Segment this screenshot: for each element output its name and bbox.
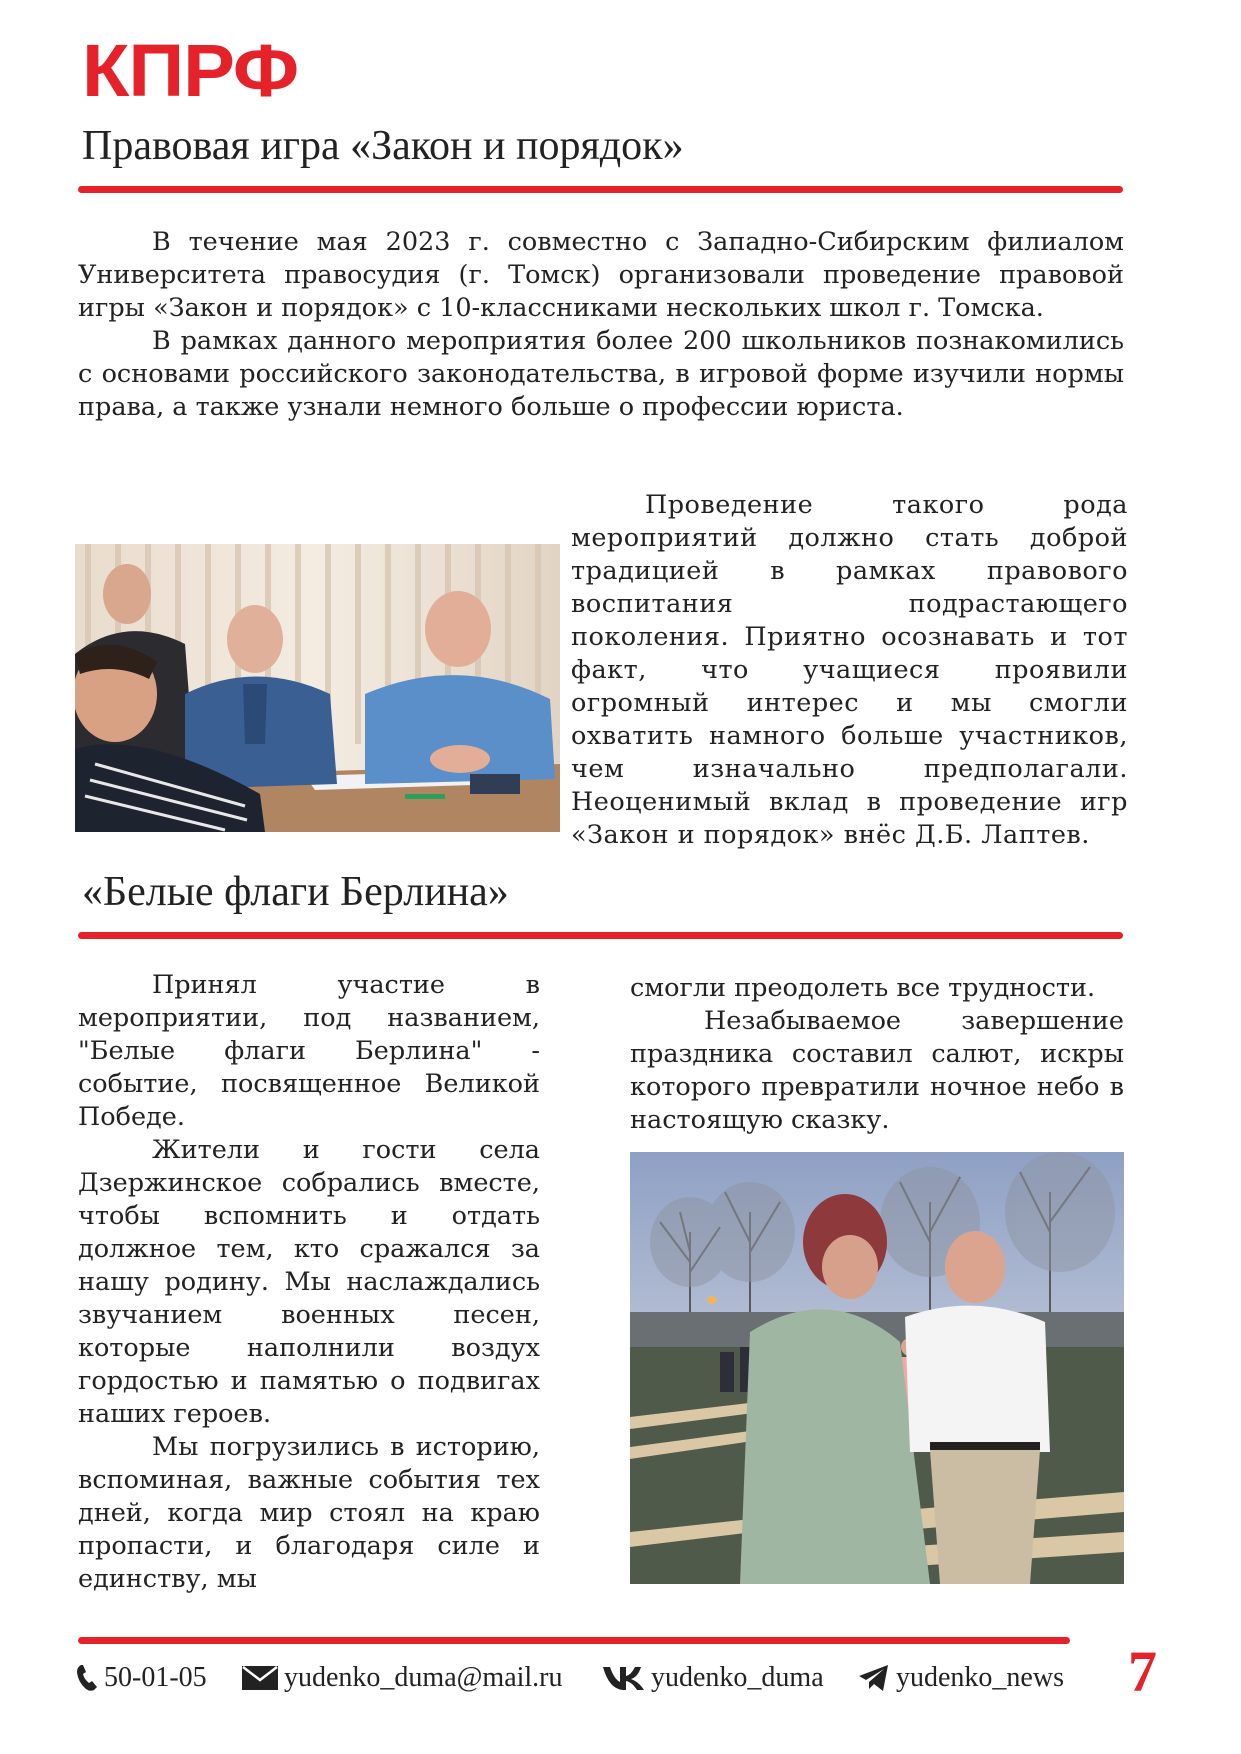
email-address: yudenko_duma@mail.ru	[284, 1662, 563, 1693]
footer-vk[interactable]	[603, 1660, 824, 1696]
logo-kprf: КПРФ	[82, 29, 299, 112]
telegram-handle: yudenko_news	[896, 1662, 1064, 1693]
telegram-icon	[858, 1664, 890, 1692]
paragraph: В рамках данного мероприятия более 200 школьников познакомились с основами российского законодательства, в игровой форме изучили нормы права, а также узнали немного больше о профессии юриста.	[78, 326, 1124, 422]
title-underline	[78, 932, 1123, 939]
footer-email[interactable]	[242, 1660, 563, 1696]
meeting-photo	[75, 544, 560, 832]
paragraph: Принял участие в мероприятии, под названием, "Белые флаги Берлина" - событие, посвященное Великой Победе.	[78, 970, 540, 1132]
event-photo	[630, 1152, 1124, 1584]
paragraph: В течение мая 2023 г. совместно с Западно-Сибирским филиалом Университета правосудия (г. Томск) организовали проведение правовой игры «Закон и порядок» с 10-классниками нескольких школ г. Томска.	[78, 227, 1124, 323]
vk-handle: yudenko_duma	[651, 1662, 824, 1693]
phone-icon	[76, 1664, 98, 1692]
footer-divider	[78, 1637, 1070, 1644]
footer-telegram[interactable]	[858, 1660, 1064, 1696]
paragraph: Незабываемое завершение праздника составил салют, искры которого превратили ночное небо в настоящую сказку.	[630, 1006, 1124, 1135]
paragraph: смогли преодолеть все трудности.	[630, 973, 1096, 1003]
title-underline	[78, 186, 1123, 193]
article-title: Правовая игра «Закон и порядок»	[82, 123, 684, 169]
article-right-column	[630, 972, 1124, 1137]
article-left-column	[78, 969, 540, 1596]
phone-number: 50-01-05	[104, 1662, 207, 1693]
vk-icon	[603, 1665, 645, 1691]
paragraph: Жители и гости села Дзержинское собрались вместе, чтобы вспомнить и отдать должное тем, кто сражался за нашу родину. Мы наслаждались звучанием военных песен, которые наполнили воздух гордостью и памятью о подвигах наших героев.	[78, 1135, 540, 1429]
page-number: 7	[1128, 1639, 1157, 1704]
footer-phone[interactable]	[76, 1660, 207, 1696]
article-intro	[78, 226, 1124, 424]
envelope-icon	[242, 1666, 278, 1690]
article-side-text	[571, 489, 1128, 852]
paragraph: Проведение такого рода мероприятий должно стать доброй традицией в рамках правового воспитания подрастающего поколения. Приятно осознавать и тот факт, что учащиеся проявили огромный интерес и мы смогли охватить намного больше участников, чем изначально предполагали. Неоценимый вклад в проведение игр «Закон и порядок» внёс Д.Б. Лаптев.	[571, 490, 1128, 850]
paragraph: Мы погрузились в историю, вспоминая, важные события тех дней, когда мир стоял на краю пропасти, и благодаря силе и единству, мы	[78, 1432, 540, 1594]
article-title: «Белые флаги Берлина»	[82, 869, 509, 915]
